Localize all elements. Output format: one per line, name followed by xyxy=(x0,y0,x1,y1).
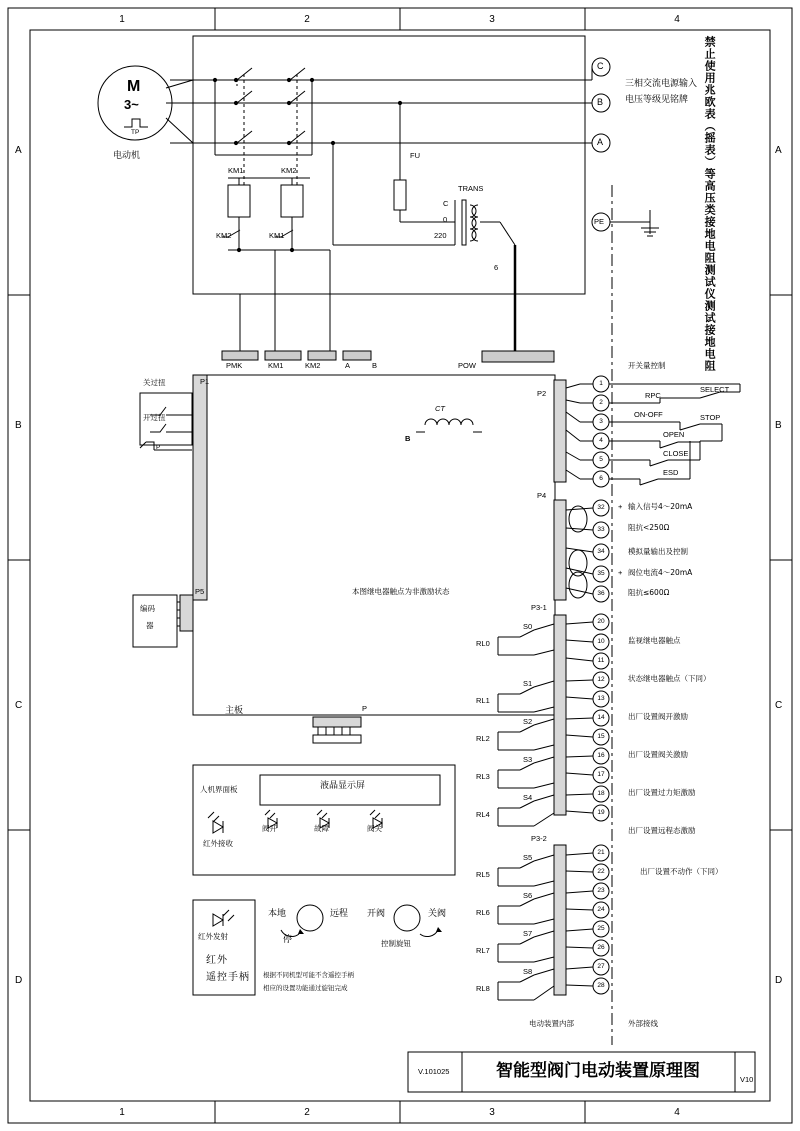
motor-phase-label: 3~ xyxy=(124,97,139,112)
p2-pin-1: 1 xyxy=(599,380,603,387)
p32-pin-28: 28 xyxy=(597,982,605,989)
p31-pin-14: 14 xyxy=(597,714,605,721)
connector-p2-label: P2 xyxy=(537,389,547,398)
switch-s8-label: S8 xyxy=(523,967,533,976)
col-label-1-bottom: 1 xyxy=(119,1107,125,1118)
p31-pin-18: 18 xyxy=(597,790,605,797)
p32-pin-23: 23 xyxy=(597,887,605,894)
connector-km1-label: KM1 xyxy=(268,361,284,370)
p31-note-close: 出厂设置阀关激励 xyxy=(628,750,688,759)
terminal-b-label: B xyxy=(597,97,604,107)
p31-pin-17: 17 xyxy=(597,771,605,778)
p4-pin-35: 35 xyxy=(597,570,605,577)
led-fault-label: 故障 xyxy=(314,824,329,833)
local-label: 本地 xyxy=(268,909,287,919)
hmi-note-1: 根据不同机型可能不含遥控手柄 xyxy=(263,971,354,979)
relay-rl3-label: RL3 xyxy=(476,772,490,781)
col-label-2: 2 xyxy=(304,14,310,25)
trans-tap-6: 6 xyxy=(494,263,499,272)
p31-note-torque: 出厂设置过力矩激励 xyxy=(628,788,696,797)
drawing-title: 智能型阀门电动装置原理图 xyxy=(496,1061,700,1081)
row-label-b-right: B xyxy=(775,420,782,431)
relay-rl1-label: RL1 xyxy=(476,696,490,705)
close-torque-label: 关过扭 xyxy=(143,378,166,387)
p1-tp-label: TP xyxy=(152,444,161,451)
remote-handle-label-2: 遥控手柄 xyxy=(206,972,250,983)
relay-rl4-label: RL4 xyxy=(476,810,490,819)
p2-signal-open: OPEN xyxy=(663,430,685,439)
trans-tap-220: 220 xyxy=(434,231,447,240)
row-label-c: C xyxy=(15,700,23,711)
p31-note-open: 出厂设置阀开激励 xyxy=(628,712,688,721)
col-label-1: 1 xyxy=(119,14,125,25)
ct-b-label: B xyxy=(405,434,411,443)
switch-s1-label: S1 xyxy=(523,679,533,688)
p4-plus-input: + xyxy=(618,502,623,511)
p31-pin-20: 20 xyxy=(597,618,605,625)
p2-title: 开关量控制 xyxy=(628,361,666,370)
col-label-2-bottom: 2 xyxy=(304,1107,310,1118)
encoder-label-2: 器 xyxy=(146,621,154,630)
p2-pin-2: 2 xyxy=(599,399,603,406)
p32-pin-27: 27 xyxy=(597,963,605,970)
p32-note: 出厂设置不动作（下同） xyxy=(640,867,723,876)
col-label-3: 3 xyxy=(489,14,495,25)
p4-pin-34: 34 xyxy=(597,548,605,555)
km2-aux-label: KM2 xyxy=(216,231,232,240)
hmi-panel-label: 人机界面板 xyxy=(200,785,238,794)
title-version-left: V.101025 xyxy=(418,1067,450,1076)
p2-pin-4: 4 xyxy=(599,437,603,444)
connector-pmk-label: PMK xyxy=(226,361,243,370)
p2-pin-6: 6 xyxy=(599,475,603,482)
transformer-label: TRANS xyxy=(458,184,484,193)
p4-note-input: 输入信号4～20mA xyxy=(628,502,693,511)
p2-stop-label: STOP xyxy=(700,413,721,422)
remote-handle-label-1: 红外 xyxy=(206,955,228,966)
p4-note-impedance-in: 阻抗<250Ω xyxy=(628,523,670,532)
connector-p-label: P xyxy=(362,704,368,713)
km1-aux-label: KM1 xyxy=(269,231,285,240)
p2-select-label: SELECT xyxy=(700,385,730,394)
connector-p1-label: P1 xyxy=(200,377,210,386)
open-torque-label: 开过扭 xyxy=(143,413,166,422)
supply-note-1: 三相交流电源输入 xyxy=(625,79,698,89)
p2-signal-close: CLOSE xyxy=(663,449,689,458)
relay-rl2-label: RL2 xyxy=(476,734,490,743)
switch-s2-label: S2 xyxy=(523,717,533,726)
p4-pin-36: 36 xyxy=(597,590,605,597)
mainboard-label: 主板 xyxy=(225,706,244,716)
connector-p5-label: P5 xyxy=(195,587,205,596)
relay-rl0-label: RL0 xyxy=(476,639,490,648)
connector-b-label: B xyxy=(372,361,378,370)
p4-note-position-current: 阀位电流4～20mA xyxy=(628,568,693,577)
inside-device-note: 电动装置内部 xyxy=(529,1019,574,1028)
p2-signal-onoff: ON-OFF xyxy=(634,410,663,419)
encoder-label-1: 编码 xyxy=(140,604,155,613)
p32-pin-22: 22 xyxy=(597,868,605,875)
connector-p4-label: P4 xyxy=(537,491,547,500)
p4-note-analog-out: 模拟量输出及控制 xyxy=(628,547,688,556)
p31-note-monitor: 监视继电器触点 xyxy=(628,636,681,645)
connector-pow-label: POW xyxy=(458,361,476,370)
ir-transmit-label: 红外发射 xyxy=(198,932,228,941)
p32-pin-25: 25 xyxy=(597,925,605,932)
switch-s6-label: S6 xyxy=(523,891,533,900)
p31-pin-12: 12 xyxy=(597,676,605,683)
p31-pin-15: 15 xyxy=(597,733,605,740)
relay-rl7-label: RL7 xyxy=(476,946,490,955)
motor-caption: 电动机 xyxy=(113,151,141,161)
outside-wiring-note: 外部接线 xyxy=(628,1019,658,1028)
p2-signal-esd: ESD xyxy=(663,468,679,477)
switch-s3-label: S3 xyxy=(523,755,533,764)
p2-pin-5: 5 xyxy=(599,456,603,463)
row-label-d: D xyxy=(15,975,23,986)
switch-s0-label: S0 xyxy=(523,622,533,631)
row-label-c-right: C xyxy=(775,700,783,711)
row-label-d-right: D xyxy=(775,975,783,986)
p31-pin-19: 19 xyxy=(597,809,605,816)
ir-receive-label: 红外接收 xyxy=(203,839,233,848)
row-label-a-right: A xyxy=(775,145,782,156)
km1-label: KM1 xyxy=(228,166,244,175)
p4-pin-33: 33 xyxy=(597,526,605,533)
remote-label: 远程 xyxy=(330,909,349,919)
terminal-c-label: C xyxy=(597,61,604,71)
hmi-note-2: 相应的设置功能通过旋钮完成 xyxy=(263,984,348,992)
p2-signal-rpc: RPC xyxy=(645,391,661,400)
motor-tp-label: TP xyxy=(131,129,140,136)
col-label-3-bottom: 3 xyxy=(489,1107,495,1118)
km2-label: KM2 xyxy=(281,166,297,175)
ct-label: CT xyxy=(435,404,445,413)
p31-pin-11: 11 xyxy=(597,657,605,664)
p31-pin-16: 16 xyxy=(597,752,605,759)
connector-a-label: A xyxy=(345,361,351,370)
p32-pin-24: 24 xyxy=(597,906,605,913)
col-label-4: 4 xyxy=(674,14,680,25)
open-valve-label: 开阀 xyxy=(367,909,386,919)
switch-s7-label: S7 xyxy=(523,929,533,938)
p31-note-remote: 出厂设置远程态激励 xyxy=(628,826,696,835)
knob-label: 控制旋钮 xyxy=(381,939,411,948)
relay-rl6-label: RL6 xyxy=(476,908,490,917)
terminal-a-label: A xyxy=(597,137,604,147)
connector-p31-label: P3-1 xyxy=(531,603,547,612)
row-label-a: A xyxy=(15,145,22,156)
relay-state-note: 本图继电器触点为非激励状态 xyxy=(352,587,450,596)
switch-s5-label: S5 xyxy=(523,853,533,862)
led-open-label: 阀开 xyxy=(262,824,277,833)
p31-pin-13: 13 xyxy=(597,695,605,702)
p31-note-status: 状态继电器触点（下同） xyxy=(628,674,711,683)
close-valve-label: 关阀 xyxy=(428,909,447,919)
motor-label: M xyxy=(127,78,141,95)
p4-note-impedance-out: 阻抗≤600Ω xyxy=(628,588,670,597)
lcd-label: 液晶显示屏 xyxy=(320,781,366,791)
p4-plus-output: + xyxy=(618,568,623,577)
col-label-4-bottom: 4 xyxy=(674,1107,680,1118)
p4-pin-32: 32 xyxy=(597,504,605,511)
p32-pin-21: 21 xyxy=(597,849,605,856)
stop-label: 停 xyxy=(283,935,293,945)
p31-pin-10: 10 xyxy=(597,638,605,645)
relay-rl5-label: RL5 xyxy=(476,870,490,879)
connector-km2-label: KM2 xyxy=(305,361,321,370)
fuse-label: FU xyxy=(410,151,420,160)
terminal-pe-label: PE xyxy=(594,217,605,226)
p2-pin-3: 3 xyxy=(599,418,603,425)
p32-pin-26: 26 xyxy=(597,944,605,951)
trans-tap-0: 0 xyxy=(443,215,448,224)
trans-tap-c: C xyxy=(443,199,449,208)
relay-rl8-label: RL8 xyxy=(476,984,490,993)
supply-note-2: 电压等级见铭牌 xyxy=(625,95,689,105)
led-close-label: 阀关 xyxy=(367,824,382,833)
connector-p32-label: P3-2 xyxy=(531,834,547,843)
row-label-b: B xyxy=(15,420,22,431)
switch-s4-label: S4 xyxy=(523,793,533,802)
high-voltage-warning: 禁止使用兆欧表（摇表）等高压类接地电阻测试仪测试接地电阻 xyxy=(703,36,717,372)
title-version-right: V10 xyxy=(740,1075,754,1084)
